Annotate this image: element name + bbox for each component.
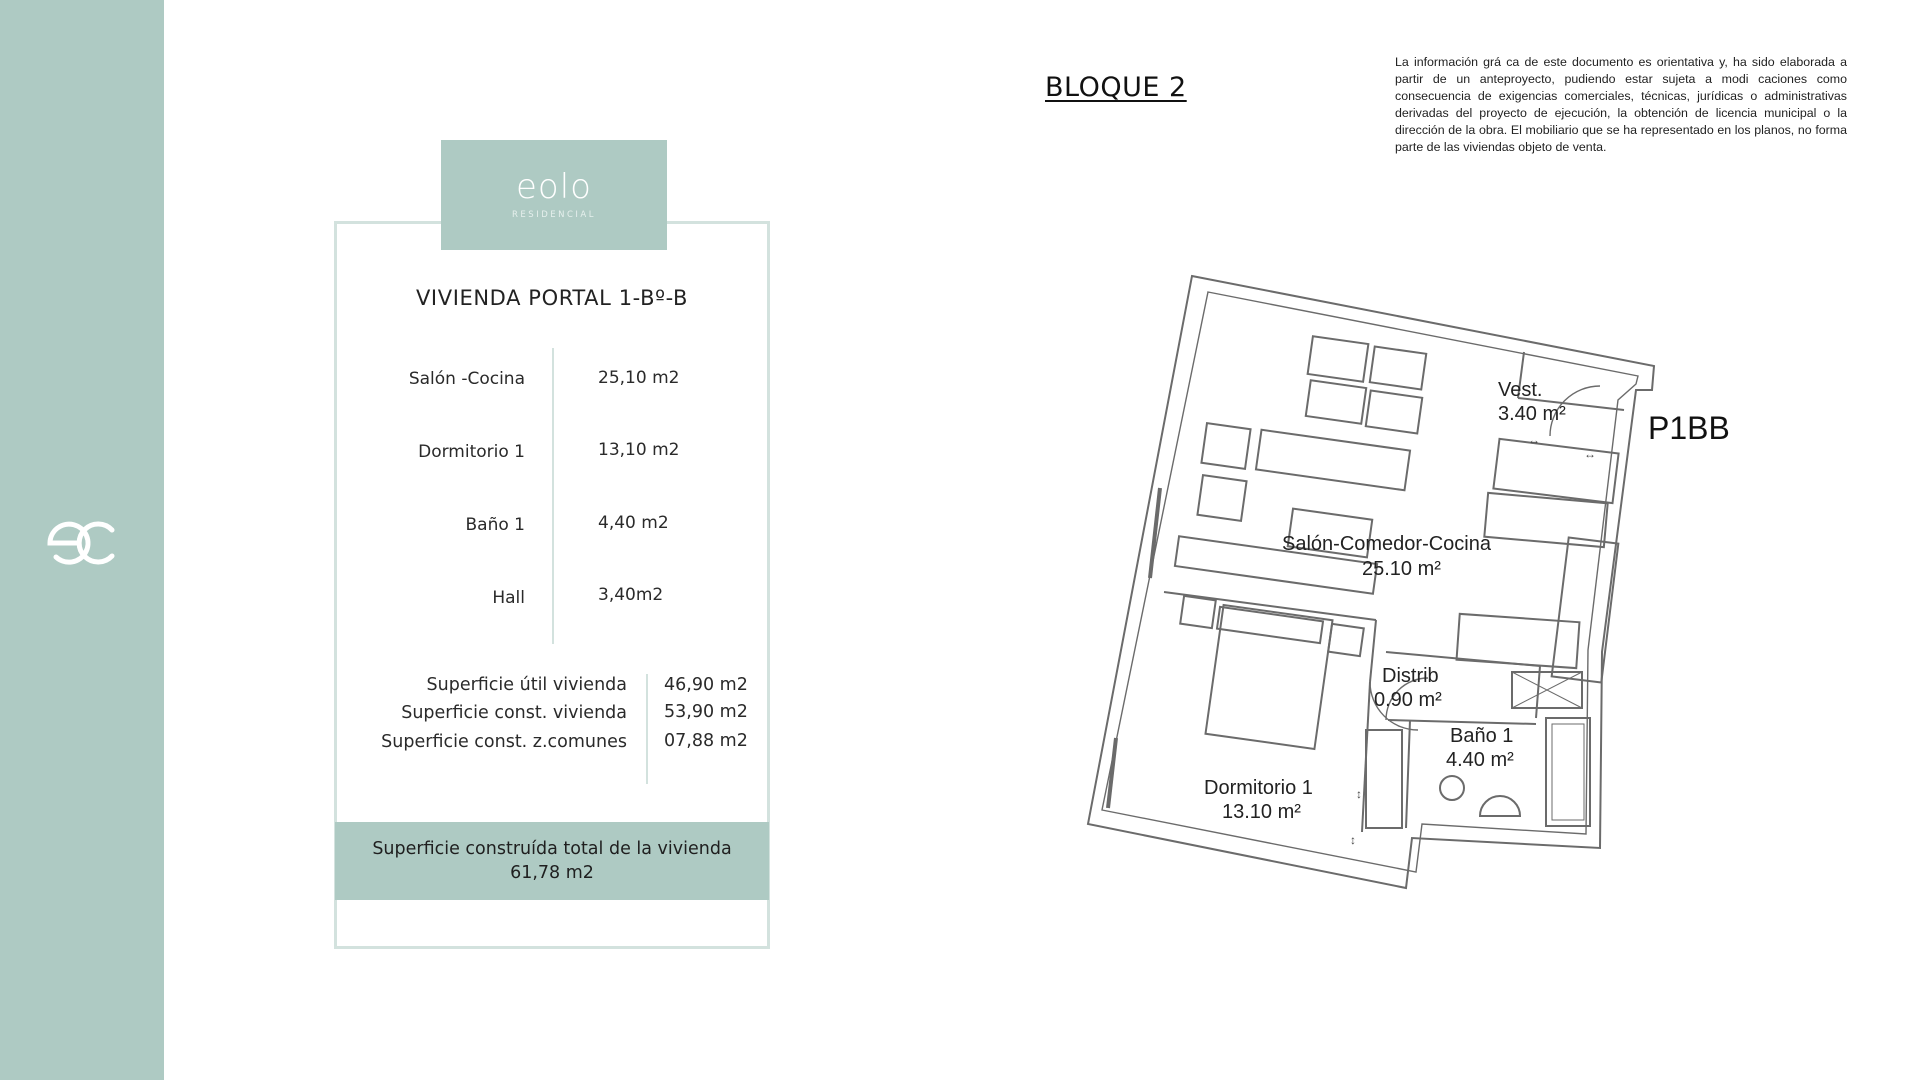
superficie-label: Superficie const. vivienda bbox=[401, 703, 627, 723]
plan-room-name: Vest. bbox=[1498, 379, 1543, 401]
plan-room-name: Salón-Comedor-Cocina bbox=[1282, 533, 1491, 555]
superficie-value: 53,90 m2 bbox=[664, 702, 748, 722]
sliding-arrow-icon: ↕ bbox=[1350, 833, 1356, 847]
plan-room-area: 25.10 m² bbox=[1362, 558, 1441, 580]
plan-room-name: Baño 1 bbox=[1450, 725, 1514, 747]
superficies-divider bbox=[646, 674, 648, 784]
room-name: Dormitorio 1 bbox=[418, 442, 525, 462]
bloque-title: BLOQUE 2 bbox=[1045, 72, 1187, 103]
sliding-arrow-icon: ↔ bbox=[1584, 447, 1596, 461]
sidebar bbox=[0, 0, 164, 1080]
plan-room-area: 3.40 m² bbox=[1498, 403, 1566, 425]
brand-subtitle: RESIDENCIAL bbox=[512, 210, 596, 220]
brand-wordmark: eolo bbox=[516, 167, 592, 207]
rooms-divider bbox=[552, 348, 554, 644]
superficie-value: 46,90 m2 bbox=[664, 675, 748, 695]
superficie-label: Superficie útil vivienda bbox=[426, 675, 627, 695]
disclaimer-text: La información grá ca de este documento es orientativa y, ha sido elaborada a partir de un anteproyecto, pudiendo estar sujeta a modi caciones como consecuencia de exigencias comerciales, técnicas, jurídicas o administrativas derivadas del proyecto de ejecución, la obtención de licencia municipal o la dirección de la obra. El mobiliario que se ha representado en los planos, no forma parte de las viviendas objeto de venta. bbox=[1395, 55, 1847, 154]
floor-plan bbox=[1080, 268, 1760, 904]
room-name: Hall bbox=[492, 588, 525, 608]
eo-logo-icon bbox=[44, 518, 120, 568]
plan-room-area: 4.40 m² bbox=[1446, 749, 1514, 771]
total-label: Superficie construída total de la vivienda bbox=[372, 839, 732, 859]
total-band bbox=[335, 822, 769, 900]
room-area: 25,10 m2 bbox=[598, 368, 680, 388]
room-name: Baño 1 bbox=[465, 515, 525, 535]
room-area: 13,10 m2 bbox=[598, 440, 680, 460]
superficie-label: Superficie const. z.comunes bbox=[381, 732, 627, 752]
plan-room-area: 0.90 m² bbox=[1374, 689, 1442, 711]
sliding-arrow-icon: ↕ bbox=[1356, 787, 1362, 801]
plan-room-area: 13.10 m² bbox=[1222, 801, 1301, 823]
room-area: 3,40m2 bbox=[598, 585, 664, 605]
plan-room-name: Distrib bbox=[1382, 665, 1439, 687]
sliding-arrow-icon: ↔ bbox=[1528, 433, 1540, 447]
plan-room-name: Dormitorio 1 bbox=[1204, 777, 1313, 799]
plan-code: P1BB bbox=[1648, 410, 1730, 446]
room-area: 4,40 m2 bbox=[598, 513, 669, 533]
total-value: 61,78 m2 bbox=[510, 863, 594, 883]
vivienda-title: VIVIENDA PORTAL 1-Bº-B bbox=[415, 286, 689, 310]
superficie-value: 07,88 m2 bbox=[664, 731, 748, 751]
room-name: Salón -Cocina bbox=[408, 369, 525, 389]
brand-logo bbox=[441, 140, 667, 250]
